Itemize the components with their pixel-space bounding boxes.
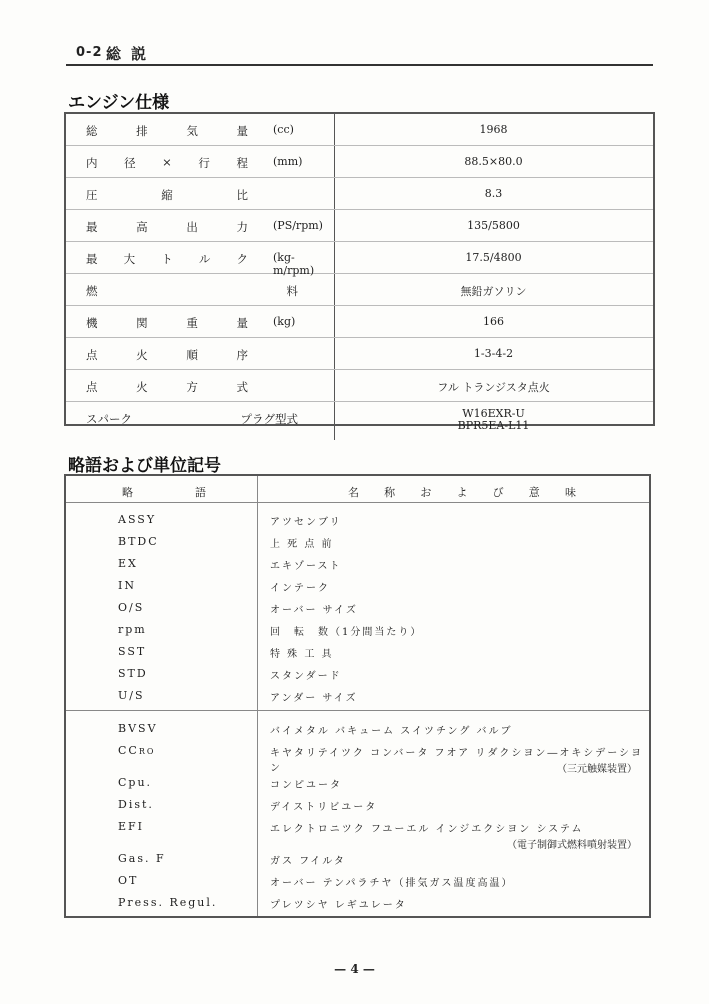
spec-value	[334, 187, 653, 200]
spec-unit: (kg-m/rpm)	[273, 251, 315, 277]
spec-label-char: 出	[186, 220, 198, 234]
spec-label	[86, 411, 298, 427]
spec-label-cell	[66, 370, 335, 401]
spec-value	[334, 347, 653, 360]
spec-unit: (cc)	[273, 123, 294, 136]
abbr-row	[66, 796, 649, 814]
abbr-row	[66, 577, 649, 595]
spec-label-cell	[66, 178, 335, 209]
abbr-term: Cpu.	[118, 776, 153, 789]
abbr-term: Dist.	[118, 798, 154, 811]
spec-label-char: 料	[286, 284, 298, 298]
meaning-column-header	[348, 484, 576, 500]
page-header	[66, 42, 653, 66]
spec-value-line: BPR5EA-L11	[457, 419, 530, 432]
spec-row	[66, 210, 653, 242]
spec-label-char: スパーク	[86, 412, 132, 426]
abbr-meaning: 特 殊 工 具	[270, 649, 334, 660]
spec-value	[334, 408, 653, 432]
spec-label-char: 総	[86, 124, 98, 138]
abbr-meaning: アンダー サイズ	[270, 693, 358, 704]
abbr-meaning-note: （三元触媒装置）	[557, 764, 637, 775]
abbr-meaning: バイメタル バキューム スイツチング バルブ	[270, 726, 513, 737]
spec-value	[334, 283, 653, 299]
spec-label-char: 力	[236, 220, 248, 234]
abbr-term: STD	[118, 667, 148, 680]
abbr-term: BTDC	[118, 535, 159, 548]
spec-label-char: ル	[198, 252, 211, 266]
spec-row	[66, 338, 653, 370]
spec-label	[86, 283, 298, 299]
spec-label-char: ク	[236, 252, 248, 266]
abbr-meaning: コンピユータ	[270, 780, 342, 791]
spec-label-char: 縮	[161, 188, 173, 202]
spec-label-char: 程	[236, 156, 248, 170]
spec-label	[86, 155, 248, 171]
abbr-meaning: オーバー テンパラチヤ（排気ガス温度高温）	[270, 878, 514, 889]
abbr-row	[66, 894, 649, 912]
abbreviation-heading: 略語および単位記号	[68, 456, 221, 476]
header-char: び	[492, 486, 504, 499]
abbr-row	[66, 687, 649, 705]
abbr-row	[66, 533, 649, 551]
spec-label	[86, 251, 248, 267]
spec-label-char: 圧	[86, 188, 98, 202]
abbr-term-subscript: RO	[138, 747, 156, 756]
header-char: 称	[384, 486, 396, 499]
spec-label-char: 最	[86, 252, 98, 266]
spec-value-line: 1968	[479, 123, 508, 136]
spec-label-char: 高	[136, 220, 148, 234]
abbr-row	[66, 643, 649, 661]
spec-value-line: 1-3-4-2	[473, 347, 514, 360]
abbr-term: O/S	[118, 601, 145, 614]
abbr-row	[66, 511, 649, 529]
spec-label	[86, 219, 248, 235]
spec-row	[66, 402, 653, 440]
abbr-meaning: アツセンブリ	[270, 517, 342, 528]
spec-value-line: 135/5800	[467, 219, 520, 232]
abbr-meaning: 回 転 数（1分間当たり）	[270, 627, 423, 638]
spec-label-char: 径	[124, 156, 136, 170]
abbr-term: U/S	[118, 689, 145, 702]
spec-row	[66, 114, 653, 146]
spec-label-cell	[66, 114, 335, 145]
spec-label-cell	[66, 402, 335, 440]
abbr-meaning: キヤタリテイツク コンバータ フオア リダクシヨン―オキシデーシヨン	[270, 748, 644, 774]
abbr-row	[66, 665, 649, 683]
abbr-meaning: エレクトロニツク フユーエル インジエクシヨン システム	[270, 824, 584, 835]
spec-row	[66, 306, 653, 338]
header-char: 略	[122, 486, 133, 499]
abbr-row	[66, 872, 649, 890]
spec-label	[86, 347, 248, 363]
spec-value	[334, 123, 653, 136]
abbr-row	[66, 555, 649, 573]
abbr-meaning: スタンダード	[270, 671, 342, 682]
spec-label-char: 大	[123, 252, 136, 266]
abbr-meaning: エキゾースト	[270, 561, 342, 572]
section-title: 総説	[106, 45, 157, 63]
spec-label-char: 量	[236, 316, 248, 330]
spec-value	[334, 219, 653, 232]
spec-label-char: 排	[136, 124, 148, 138]
abbr-term: rpm	[118, 623, 147, 636]
abbr-row	[66, 720, 649, 738]
spec-value-line: W16EXR-U	[462, 407, 525, 420]
header-char: よ	[456, 486, 468, 499]
abbr-term: ASSY	[118, 513, 157, 526]
spec-label-char: プラグ型式	[240, 412, 298, 426]
abbr-row	[66, 774, 649, 792]
spec-label-cell	[66, 338, 335, 369]
spec-unit: (PS/rpm)	[273, 219, 323, 232]
spec-value-line: 8.3	[484, 187, 503, 200]
abbr-meaning: プレツシヤ レギユレータ	[270, 900, 407, 911]
spec-value	[334, 155, 653, 168]
header-divider	[66, 502, 649, 503]
spec-label-char: 行	[198, 156, 210, 170]
spec-value-line: 166	[483, 315, 504, 328]
header-char: 語	[195, 486, 206, 499]
spec-label-char: 関	[136, 316, 148, 330]
abbr-term: EFI	[118, 820, 145, 833]
spec-label-cell	[66, 306, 335, 337]
spec-label-char: ト	[161, 252, 173, 266]
spec-label-char: 気	[186, 124, 198, 138]
abbr-term: SST	[118, 645, 147, 658]
spec-label-char: 比	[236, 188, 248, 202]
abbr-row	[66, 599, 649, 617]
abbr-meaning: デイストリビユータ	[270, 802, 378, 813]
group-divider	[66, 710, 649, 711]
abbr-row	[66, 818, 649, 851]
spec-label-cell	[66, 274, 335, 305]
spec-label	[86, 379, 248, 395]
spec-label-char: 最	[86, 220, 98, 234]
abbr-term: CCRO	[118, 744, 156, 757]
spec-label-char: 火	[136, 380, 148, 394]
spec-label	[86, 123, 248, 139]
abbr-meaning-note: （電子制御式燃料噴射装置）	[507, 840, 637, 851]
spec-unit: (kg)	[273, 315, 296, 328]
spec-label-char: ×	[162, 155, 172, 169]
abbr-row	[66, 742, 649, 775]
spec-label-char: 量	[236, 124, 248, 138]
abbr-term: IN	[118, 579, 136, 592]
spec-row	[66, 242, 653, 277]
abbr-meaning: 上 死 点 前	[270, 539, 334, 550]
abbr-column-header	[122, 484, 206, 500]
spec-row	[66, 146, 653, 178]
abbr-term: OT	[118, 874, 139, 887]
abbreviation-table	[64, 474, 651, 918]
spec-value-line: 17.5/4800	[465, 251, 522, 264]
abbr-term: EX	[118, 557, 138, 570]
spec-label-cell	[66, 210, 335, 241]
spec-row	[66, 178, 653, 210]
spec-row	[66, 370, 653, 402]
spec-value	[334, 315, 653, 328]
page-number: — 4 —	[334, 962, 375, 976]
abbr-meaning: インテーク	[270, 583, 330, 594]
spec-value-line: 無鉛ガソリン	[460, 285, 527, 298]
abbr-meaning: ガス フイルタ	[270, 856, 346, 867]
spec-label-char: 式	[236, 380, 248, 394]
spec-label-char: 点	[86, 348, 98, 362]
header-char: 意	[528, 486, 540, 499]
header-char: 味	[564, 486, 576, 499]
abbr-meaning: オーバー サイズ	[270, 605, 358, 616]
spec-value-line: 88.5×80.0	[464, 155, 523, 168]
spec-label-char: 機	[86, 316, 98, 330]
spec-row	[66, 274, 653, 306]
spec-label-char: 燃	[86, 284, 98, 298]
header-char: 名	[348, 486, 359, 499]
spec-unit: (mm)	[273, 155, 303, 168]
spec-label-char: 内	[86, 156, 98, 170]
spec-label	[86, 315, 248, 331]
spec-label-char: 序	[236, 348, 248, 362]
section-number: 0-2	[76, 45, 103, 60]
spec-label-char: 方	[186, 380, 198, 394]
abbr-row	[66, 850, 649, 868]
header-char: お	[420, 486, 432, 499]
spec-label-char: 点	[86, 380, 98, 394]
abbr-term: Gas. F	[118, 852, 166, 865]
engine-spec-heading: エンジン仕様	[68, 93, 170, 113]
spec-label-char: 火	[136, 348, 148, 362]
abbr-term: Press. Regul.	[118, 896, 218, 909]
engine-spec-table	[64, 112, 655, 432]
spec-value	[334, 251, 653, 264]
spec-value	[334, 379, 653, 395]
spec-label	[86, 187, 248, 203]
abbr-term: BVSV	[118, 722, 158, 735]
abbr-row	[66, 621, 649, 639]
spec-value-line: フル トランジスタ点火	[437, 381, 550, 394]
spec-label-char: 重	[186, 316, 198, 330]
spec-label-cell	[66, 242, 335, 277]
spec-label-char: 順	[186, 348, 198, 362]
spec-label-cell	[66, 146, 335, 177]
